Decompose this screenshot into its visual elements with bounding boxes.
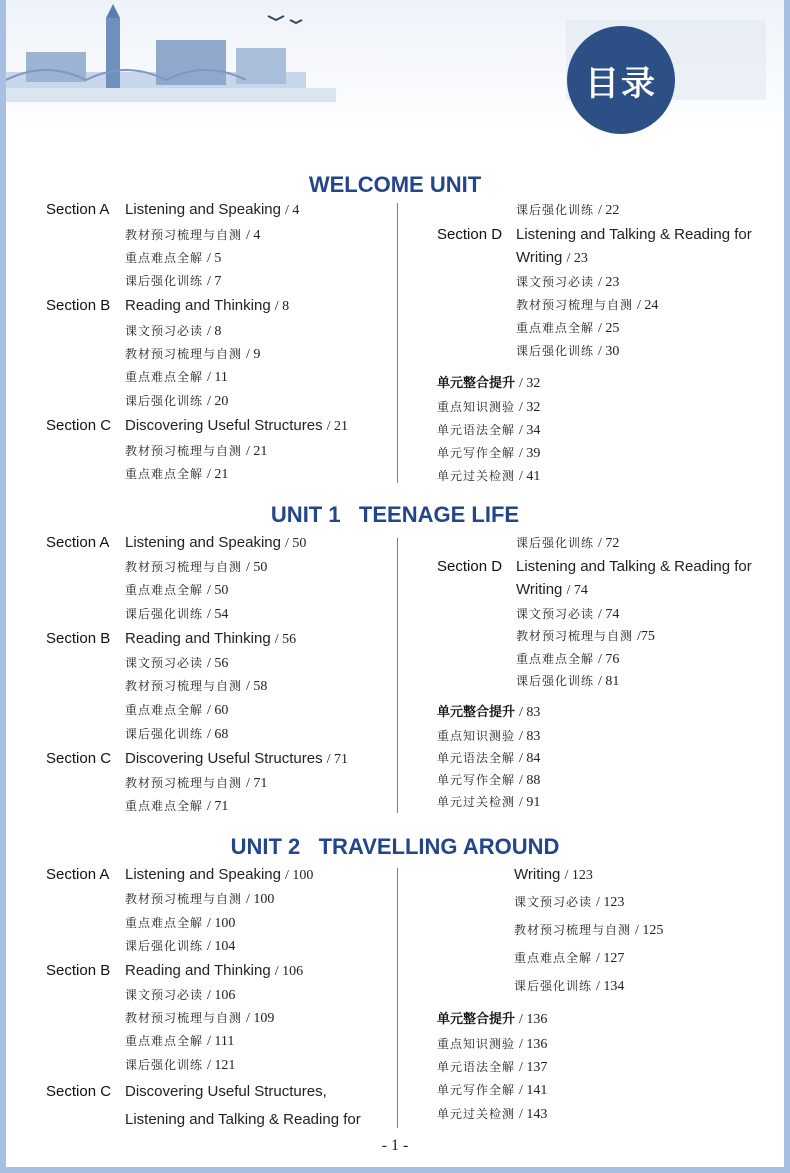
toc-entry[interactable] xyxy=(437,398,540,417)
toc-entry-title: 教材预习梳理与自测 xyxy=(125,892,243,906)
toc-entry-title: 单元写作全解 xyxy=(437,1083,516,1097)
toc-entry-title: 教材预习梳理与自测 xyxy=(125,1011,243,1025)
toc-entry-page: / 134 xyxy=(596,979,625,994)
toc-entry-page: / 137 xyxy=(519,1060,548,1075)
toc-entry[interactable] xyxy=(125,201,299,220)
column-divider xyxy=(397,538,398,813)
toc-entry[interactable] xyxy=(125,962,303,981)
toc-entry[interactable] xyxy=(437,421,540,440)
toc-entry-page: / 100 xyxy=(207,916,236,931)
toc-entry-title: Reading and Thinking xyxy=(125,962,271,979)
toc-entry[interactable] xyxy=(125,937,235,956)
toc-entry-title: Listening and Speaking xyxy=(125,201,281,218)
toc-entry-title: Discovering Useful Structures, xyxy=(125,1083,327,1100)
column-divider xyxy=(397,203,398,483)
toc-entry-page: / 71 xyxy=(246,776,268,791)
toc-entry-page: / 32 xyxy=(519,376,541,391)
toc-entry-page: / 106 xyxy=(274,964,304,979)
section-label: Section B xyxy=(46,630,111,647)
toc-entry[interactable] xyxy=(125,226,260,245)
toc-entry-page: / 74 xyxy=(598,607,620,622)
toc-entry[interactable] xyxy=(437,1081,547,1100)
toc-entry-title: 教材预习梳理与自测 xyxy=(125,679,243,693)
toc-entry-page: / 56 xyxy=(207,656,229,671)
toc-entry-page: / 83 xyxy=(519,705,541,720)
toc-entry-title: 课后强化训练 xyxy=(125,394,204,408)
toc-entry-title: 课后强化训练 xyxy=(125,1058,204,1072)
toc-entry-title: 单元整合提升 xyxy=(437,376,516,391)
toc-entry-title: Discovering Useful Structures xyxy=(125,417,323,434)
toc-entry[interactable] xyxy=(125,345,260,364)
toc-entry-title: 单元整合提升 xyxy=(437,705,516,720)
section-label: Section C xyxy=(46,417,112,434)
toc-entry-page: / 39 xyxy=(519,446,541,461)
toc-entry[interactable] xyxy=(516,605,619,624)
toc-badge xyxy=(567,26,675,134)
toc-entry[interactable] xyxy=(125,654,228,673)
toc-entry-page: / 32 xyxy=(519,400,541,415)
toc-entry-page: / 104 xyxy=(207,939,236,954)
toc-entry-title: 课文预习必读 xyxy=(125,324,204,338)
toc-entry[interactable] xyxy=(125,442,267,461)
toc-entry[interactable] xyxy=(125,914,235,933)
toc-entry-title: 重点难点全解 xyxy=(125,703,204,717)
toc-entry-page: / 71 xyxy=(326,752,348,767)
toc-entry-page: / 8 xyxy=(207,324,222,339)
toc-entry[interactable] xyxy=(516,672,619,691)
toc-entry-title: Listening and Talking & Reading for xyxy=(125,1111,361,1128)
toc-entry-page: / 141 xyxy=(519,1083,548,1098)
toc-entry-title: 重点难点全解 xyxy=(514,951,593,965)
toc-entry-title: 课文预习必读 xyxy=(516,607,595,621)
toc-entry-page: / 5 xyxy=(207,251,222,266)
toc-entry-title: 课后强化训练 xyxy=(125,939,204,953)
toc-entry[interactable] xyxy=(437,727,540,746)
toc-entry[interactable] xyxy=(125,797,228,816)
toc-entry[interactable] xyxy=(125,774,267,793)
section-label: Section C xyxy=(46,750,112,767)
toc-entry-page: / 23 xyxy=(566,251,588,266)
toc-entry[interactable] xyxy=(125,534,306,553)
toc-entry[interactable] xyxy=(125,866,313,885)
toc-entry-title: 课文预习必读 xyxy=(516,275,595,289)
toc-entry-title: Listening and Speaking xyxy=(125,534,281,551)
toc-entry-title: 单元语法全解 xyxy=(437,751,516,765)
toc-entry-page: / 4 xyxy=(285,203,300,218)
toc-entry-title: 课后强化训练 xyxy=(516,344,595,358)
toc-entry[interactable] xyxy=(516,201,619,220)
toc-entry[interactable] xyxy=(125,417,348,436)
toc-entry-title: 单元过关检测 xyxy=(437,469,516,483)
toc-entry-page: / 109 xyxy=(246,1011,275,1026)
toc-entry-title: 单元过关检测 xyxy=(437,795,516,809)
toc-entry-page: / 60 xyxy=(207,703,229,718)
toc-entry[interactable] xyxy=(516,319,619,338)
toc-entry-title: 课后强化训练 xyxy=(125,727,204,741)
toc-entry-page: / 123 xyxy=(564,868,593,883)
toc-entry-title: 教材预习梳理与自测 xyxy=(514,923,632,937)
toc-entry[interactable] xyxy=(125,750,348,769)
toc-entry[interactable] xyxy=(125,701,228,720)
toc-entry[interactable] xyxy=(125,465,228,484)
toc-entry[interactable] xyxy=(437,1058,547,1077)
toc-entry-title: Reading and Thinking xyxy=(125,630,271,647)
toc-entry-title: 课后强化训练 xyxy=(516,203,595,217)
toc-entry[interactable] xyxy=(125,249,221,268)
toc-entry-title: Writing xyxy=(514,866,561,883)
section-label: Section C xyxy=(46,1083,112,1100)
toc-entry-title: 单元语法全解 xyxy=(437,1060,516,1074)
toc-entry[interactable] xyxy=(125,1111,361,1129)
toc-entry-page: / 72 xyxy=(598,536,620,551)
toc-entry-title: 教材预习梳理与自测 xyxy=(125,444,243,458)
toc-entry[interactable] xyxy=(437,374,540,393)
toc-entry-page: / 7 xyxy=(207,274,222,289)
section-label: Section B xyxy=(46,297,111,314)
section-label: Section A xyxy=(46,866,110,883)
toc-entry-title: 重点难点全解 xyxy=(516,321,595,335)
toc-entry-title: 课后强化训练 xyxy=(125,607,204,621)
toc-entry-page: / 8 xyxy=(274,299,290,314)
toc-entry[interactable] xyxy=(437,771,540,790)
toc-entry[interactable] xyxy=(125,322,221,341)
toc-entry-title: 教材预习梳理与自测 xyxy=(125,776,243,790)
toc-entry[interactable] xyxy=(516,342,619,361)
toc-entry[interactable] xyxy=(514,866,593,885)
toc-entry-page: / 30 xyxy=(598,344,620,359)
toc-entry[interactable] xyxy=(125,581,228,600)
toc-entry[interactable] xyxy=(125,272,221,291)
toc-entry-page: / 22 xyxy=(598,203,620,218)
toc-entry-page: / 88 xyxy=(519,773,541,788)
toc-entry-page: / 50 xyxy=(246,560,268,575)
toc-entry[interactable] xyxy=(437,749,540,768)
toc-entry-page: / 50 xyxy=(207,583,229,598)
toc-entry-page: / 121 xyxy=(207,1058,236,1073)
toc-entry[interactable] xyxy=(514,977,624,996)
toc-entry-title: 课文预习必读 xyxy=(125,656,204,670)
toc-entry-title: 重点难点全解 xyxy=(125,799,204,813)
toc-entry-title: 单元过关检测 xyxy=(437,1107,516,1121)
toc-entry-page: / 21 xyxy=(207,467,229,482)
toc-entry[interactable] xyxy=(437,703,540,722)
toc-entry[interactable] xyxy=(516,534,619,553)
toc-entry[interactable] xyxy=(516,249,588,268)
toc-entry-page: / 74 xyxy=(566,583,588,598)
toc-entry[interactable] xyxy=(437,1035,547,1054)
toc-entry-page: / 50 xyxy=(285,536,307,551)
toc-entry-title: 教材预习梳理与自测 xyxy=(125,560,243,574)
toc-entry-title: 教材预习梳理与自测 xyxy=(125,228,243,242)
toc-entry-title: 教材预习梳理与自测 xyxy=(125,347,243,361)
section-label: Section B xyxy=(46,962,111,979)
toc-entry-page: / 54 xyxy=(207,607,229,622)
toc-entry[interactable] xyxy=(514,949,624,968)
toc-entry[interactable] xyxy=(125,677,267,696)
toc-entry-page: / 9 xyxy=(246,347,261,362)
toc-entry[interactable] xyxy=(514,893,624,912)
toc-entry-page: / 100 xyxy=(246,892,275,907)
section-label: Section A xyxy=(46,201,110,218)
toc-entry[interactable] xyxy=(437,444,540,463)
toc-entry-page: / 11 xyxy=(207,370,228,385)
section-label: Section D xyxy=(437,558,503,575)
toc-entry[interactable] xyxy=(125,368,228,387)
toc-entry-title: Listening and Talking & Reading for xyxy=(516,226,752,243)
toc-entry-title: 单元整合提升 xyxy=(437,1012,516,1027)
toc-entry-title: 重点难点全解 xyxy=(125,916,204,930)
toc-entry-page: / 127 xyxy=(596,951,625,966)
toc-entry[interactable] xyxy=(516,650,619,669)
toc-entry-page: / 76 xyxy=(598,652,620,667)
toc-entry-title: 课后强化训练 xyxy=(514,979,593,993)
toc-entry[interactable] xyxy=(125,986,235,1005)
toc-entry[interactable] xyxy=(125,725,228,744)
toc-entry[interactable] xyxy=(125,297,289,316)
toc-entry-title: 重点难点全解 xyxy=(125,1034,204,1048)
toc-entry-title: Listening and Talking & Reading for xyxy=(516,558,752,575)
toc-entry-page: / 106 xyxy=(207,988,236,1003)
toc-entry[interactable] xyxy=(516,627,655,646)
toc-badge-label: 目录 xyxy=(585,63,657,104)
toc-entry-title: 课后强化训练 xyxy=(125,274,204,288)
toc-entry-page: / 21 xyxy=(246,444,268,459)
toc-entry[interactable] xyxy=(437,793,540,812)
toc-entry[interactable] xyxy=(125,630,296,649)
toc-entry-title: 重点知识测验 xyxy=(437,729,516,743)
toc-entry-page: / 143 xyxy=(519,1107,548,1122)
toc-entry[interactable] xyxy=(125,1032,234,1051)
toc-entry[interactable] xyxy=(437,1105,547,1124)
toc-entry-page: / 41 xyxy=(519,469,541,484)
toc-entry-page: / 136 xyxy=(519,1037,548,1052)
toc-entry-title: 课文预习必读 xyxy=(514,895,593,909)
toc-entry-page: /75 xyxy=(637,629,655,644)
toc-entry-page: / 84 xyxy=(519,751,541,766)
toc-entry-page: / 4 xyxy=(246,228,261,243)
toc-entry-page: / 71 xyxy=(207,799,229,814)
toc-entry-page: / 123 xyxy=(596,895,625,910)
toc-entry[interactable] xyxy=(125,890,274,909)
toc-entry[interactable] xyxy=(125,605,228,624)
toc-entry-title: 重点难点全解 xyxy=(125,467,204,481)
toc-entry-page: / 58 xyxy=(246,679,268,694)
unit-title: UNIT 2 TRAVELLING AROUND xyxy=(230,834,560,859)
toc-entry-title: 重点难点全解 xyxy=(125,251,204,265)
unit-title: UNIT 1 TEENAGE LIFE xyxy=(270,502,520,527)
toc-entry[interactable] xyxy=(516,296,658,315)
toc-entry-title: 重点难点全解 xyxy=(125,370,204,384)
toc-entry-title: Discovering Useful Structures xyxy=(125,750,323,767)
page-number: - 1 - xyxy=(381,1137,409,1154)
toc-entry-page: / 21 xyxy=(326,419,348,434)
toc-entry-page: / 91 xyxy=(519,795,541,810)
toc-entry-page: / 56 xyxy=(274,632,297,647)
toc-entry-title: Writing xyxy=(516,249,563,266)
toc-entry-title: Reading and Thinking xyxy=(125,297,271,314)
section-label: Section D xyxy=(437,226,503,243)
toc-entry-title: 重点难点全解 xyxy=(516,652,595,666)
toc-entry-title: 重点难点全解 xyxy=(125,583,204,597)
toc-entry[interactable] xyxy=(437,1010,547,1029)
toc-entry-title: 单元写作全解 xyxy=(437,446,516,460)
toc-entry[interactable] xyxy=(514,921,663,940)
toc-entry[interactable] xyxy=(516,581,588,600)
toc-entry-page: / 100 xyxy=(285,868,314,883)
toc-entry[interactable] xyxy=(125,558,267,577)
toc-entry[interactable] xyxy=(125,1083,327,1101)
toc-entry-title: Writing xyxy=(516,581,563,598)
toc-entry[interactable] xyxy=(437,467,540,486)
toc-entry[interactable] xyxy=(516,273,619,292)
toc-entry-page: / 125 xyxy=(635,923,664,938)
toc-entry-title: 课后强化训练 xyxy=(516,674,595,688)
toc-entry-title: 教材预习梳理与自测 xyxy=(516,629,634,643)
toc-entry-title: 教材预习梳理与自测 xyxy=(516,298,634,312)
toc-entry-page: / 68 xyxy=(207,727,229,742)
toc-entry-title: Listening and Speaking xyxy=(125,866,281,883)
toc-entry-page: / 25 xyxy=(598,321,620,336)
toc-entry-title: 重点知识测验 xyxy=(437,400,516,414)
column-divider xyxy=(397,868,398,1128)
toc-entry[interactable] xyxy=(516,558,752,576)
toc-entry-page: / 111 xyxy=(207,1034,235,1049)
toc-entry-page: / 136 xyxy=(519,1012,548,1027)
toc-entry[interactable] xyxy=(125,1009,274,1028)
toc-entry[interactable] xyxy=(125,392,228,411)
toc-entry-page: / 83 xyxy=(519,729,541,744)
toc-entry-page: / 20 xyxy=(207,394,229,409)
toc-entry-title: 重点知识测验 xyxy=(437,1037,516,1051)
toc-entry-page: / 81 xyxy=(598,674,620,689)
toc-entry-title: 课文预习必读 xyxy=(125,988,204,1002)
toc-entry-page: / 23 xyxy=(598,275,620,290)
toc-entry-title: 课后强化训练 xyxy=(516,536,595,550)
unit-title: WELCOME UNIT xyxy=(308,172,482,197)
toc-entry[interactable] xyxy=(516,226,752,244)
toc-entry-title: 单元语法全解 xyxy=(437,423,516,437)
toc-entry-title: 单元写作全解 xyxy=(437,773,516,787)
toc-entry-page: / 24 xyxy=(637,298,659,313)
section-label: Section A xyxy=(46,534,110,551)
toc-entry[interactable] xyxy=(125,1056,235,1075)
toc-entry-page: / 34 xyxy=(519,423,541,438)
